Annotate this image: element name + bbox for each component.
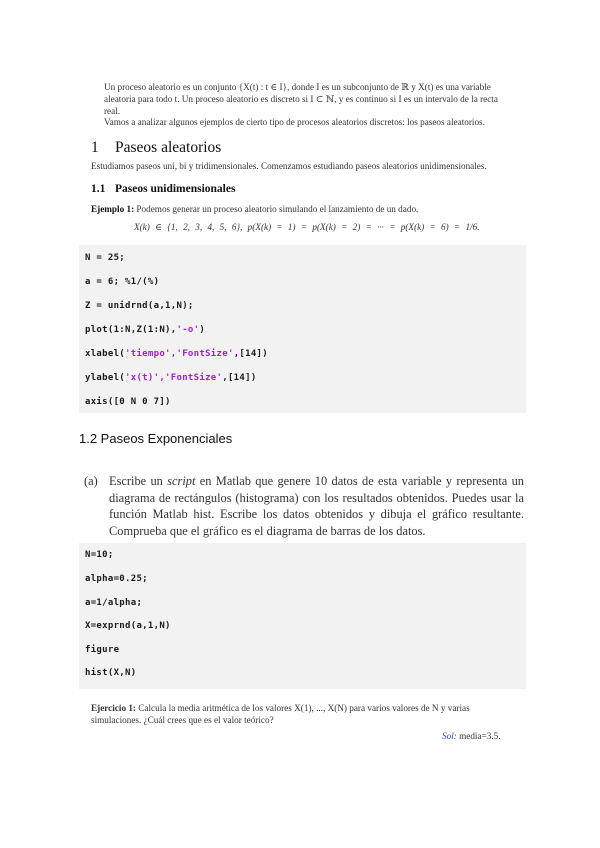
code-line: X=exprnd(a,1,N) [85,621,171,631]
section-number: 1 [91,139,99,156]
solution-label: Sol: [442,731,457,741]
list-item-label: (a) [84,474,98,488]
section-title: Paseos aleatorios [115,139,222,156]
exercise-label: Ejercicio 1: [91,703,136,713]
intro-paragraph-2: Vamos a analizar algunos ejemplos de cierto tipo de procesos aleatorios discretos: los paseos aleatorios. [104,117,485,127]
code-line: xlabel('tiempo','FontSize',[14]) [85,349,268,359]
list-item-text: Escribe un script en Matlab que genere 10 datos de esta variable y representa un diagrama de rectángulos (histograma) con los resultados obtenidos. Puedes usar la función Matlab hist. Escribe los datos obtenidos y dibuja el gráfico resultante. Comprueba que el gráfico es el diagrama de barras de los datos. [109,474,525,538]
code-line: a = 6; %1/(%) [85,277,160,287]
example-label: Ejemplo 1: [91,204,135,214]
code-line: N = 25; [85,253,126,263]
code-line: plot(1:N,Z(1:N),'-o') [85,325,206,335]
code-block-2 [79,543,526,689]
code-line: Z = unidrnd(a,1,N); [85,301,194,311]
list-item-a [84,473,524,537]
code-line: ylabel('x(t)','FontSize',[14]) [85,373,257,383]
section-1-text: Estudiamos paseos uni, bi y tridimensionales. Comenzamos estudiando paseos aleatorios unidimensionales. [91,161,487,171]
section-heading-1-2: 1.2 Paseos Exponenciales [79,431,233,446]
solution [442,731,501,741]
example-1 [91,203,521,215]
example-formula: X(k) ∈ {1, 2, 3, 4, 5, 6}, p(X(k) = 1) = p(X(k) = 2) = ··· = p(X(k) = 6) = 1/6. [134,222,480,232]
intro-paragraph: Un proceso aleatorio es un conjunto {X(t) : t ∈ I}, donde I es un subconjunto de ℝ y X(t) es una variable aleatoria para todo t. Un proceso aleatorio es discreto si I ⊂ ℕ, y es continuo si I es un intervalo de la recta real. [104,82,498,116]
exercise-text: Calcula la media aritmética de los valores X(1), ..., X(N) para varios valores de N y varias simulaciones. ¿Cuál crees que es el valor teórico? [91,703,470,725]
code-line: hist(X,N) [85,668,137,678]
code-line: figure [85,645,120,655]
solution-text: media=3.5. [459,731,501,741]
code-line: alpha=0.25; [85,574,148,584]
code-block-1 [79,245,526,413]
code-line: axis([0 N 0 7]) [85,397,171,407]
exercise-1 [91,702,521,726]
code-line: a=1/alpha; [85,598,143,608]
subsection-title: Paseos unidimensionales [115,183,236,195]
section-heading-1 [91,139,221,157]
subsection-number: 1.1 [91,183,106,195]
subsection-heading-1-1 [91,183,235,195]
example-text: Podemos generar un proceso aleatorio simulando el lanzamiento de un dado. [136,204,419,214]
code-line: N=10; [85,550,114,560]
